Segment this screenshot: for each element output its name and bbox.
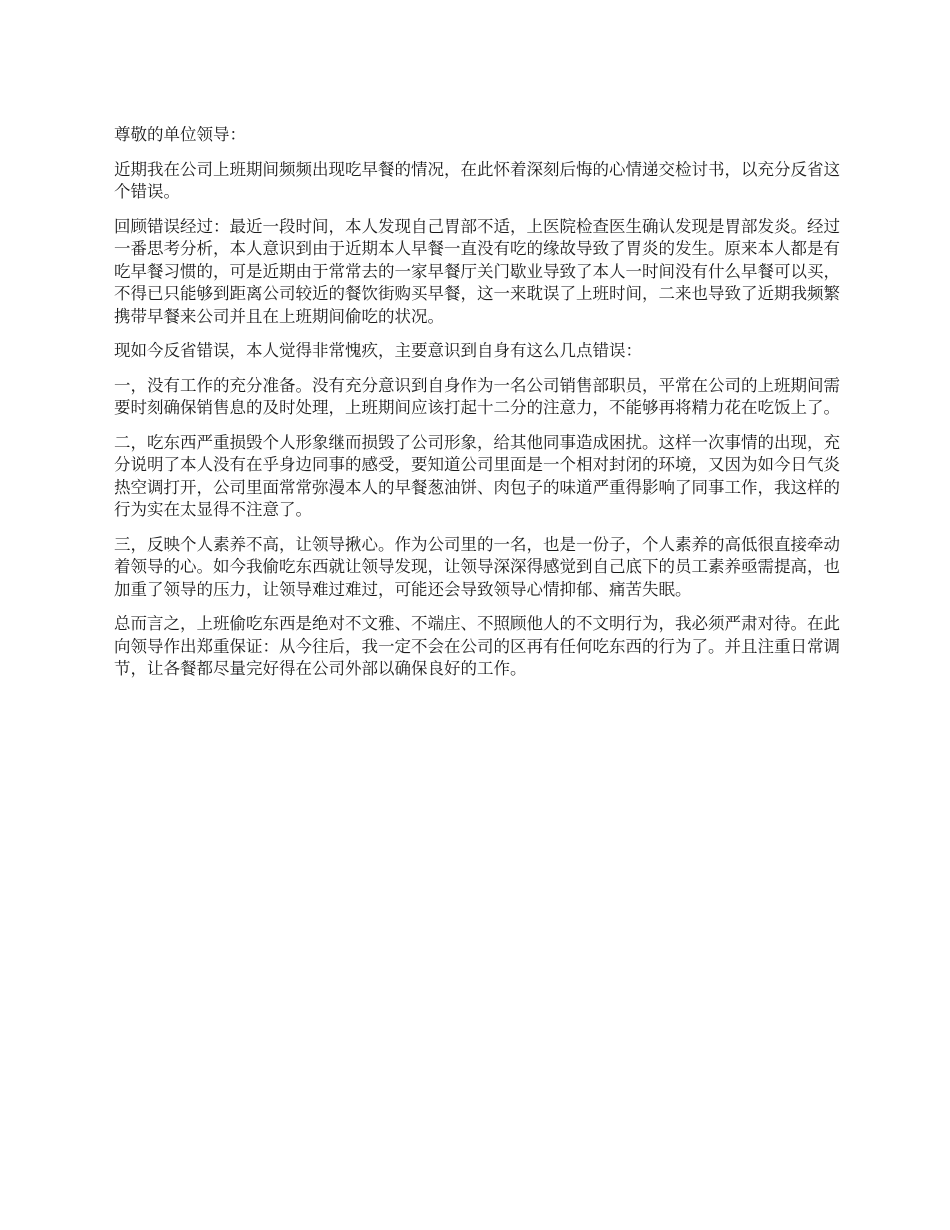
salutation: 尊敬的单位领导： xyxy=(114,125,246,144)
paragraph-point-two: 二，吃东西严重损毁个人形象继而损毁了公司形象，给其他同事造成困扰。这样一次事情的出现，充分说明了本人没有在乎身边同事的感受，要知道公司里面是一个相对封闭的环境，又因为如今日气炎热空调打开，公司里面常常弥漫本人的早餐葱油饼、肉包子的味道严重得影响了同事工作，我这样的行为实在太显得不注意了。 xyxy=(114,432,840,519)
paragraph-point-one: 一，没有工作的充分准备。没有充分意识到自身作为一名公司销售部职员，平常在公司的上班期间需要时刻确保销售息的及时处理，上班期间应该打起十二分的注意力，不能够再将精力花在吃饭上了。 xyxy=(114,375,840,417)
document-body xyxy=(114,124,840,693)
paragraph-point-three: 三，反映个人素养不高，让领导揪心。作为公司里的一名，也是一份子，个人素养的高低很直接牵动着领导的心。如今我偷吃东西就让领导发现，让领导深深得感觉到自己底下的员工素养亟需提高，也加重了领导的压力，让领导难过难过，可能还会导致领导心情抑郁、痛苦失眠。 xyxy=(114,534,840,599)
paragraph-reflection: 现如今反省错误，本人觉得非常愧疚，主要意识到自身有这么几点错误： xyxy=(114,341,642,360)
paragraph-intro: 近期我在公司上班期间频频出现吃早餐的情况，在此怀着深刻后悔的心情递交检讨书，以充分反省这个错误。 xyxy=(114,159,840,201)
paragraph-review: 回顾错误经过：最近一段时间，本人发现自己胃部不适，上医院检查医生确认发现是胃部发炎。经过一番思考分析，本人意识到由于近期本人早餐一直没有吃的缘故导致了胃炎的发生。原来本人都是有吃早餐习惯的，可是近期由于常常去的一家早餐厅关门歇业导致了本人一时间没有什么早餐可以买，不得已只能够到距离公司较近的餐饮街购买早餐，这一来耽误了上班时间，二来也导致了近期我频繁携带早餐来公司并且在上班期间偷吃的状况。 xyxy=(114,216,840,326)
paragraph-conclusion: 总而言之，上班偷吃东西是绝对不文雅、不端庄、不照顾他人的不文明行为，我必须严肃对待。在此向领导作出郑重保证：从今往后，我一定不会在公司的区再有任何吃东西的行为了。并且注重日常调节，让各餐都尽量完好得在公司外部以确保良好的工作。 xyxy=(114,614,840,678)
